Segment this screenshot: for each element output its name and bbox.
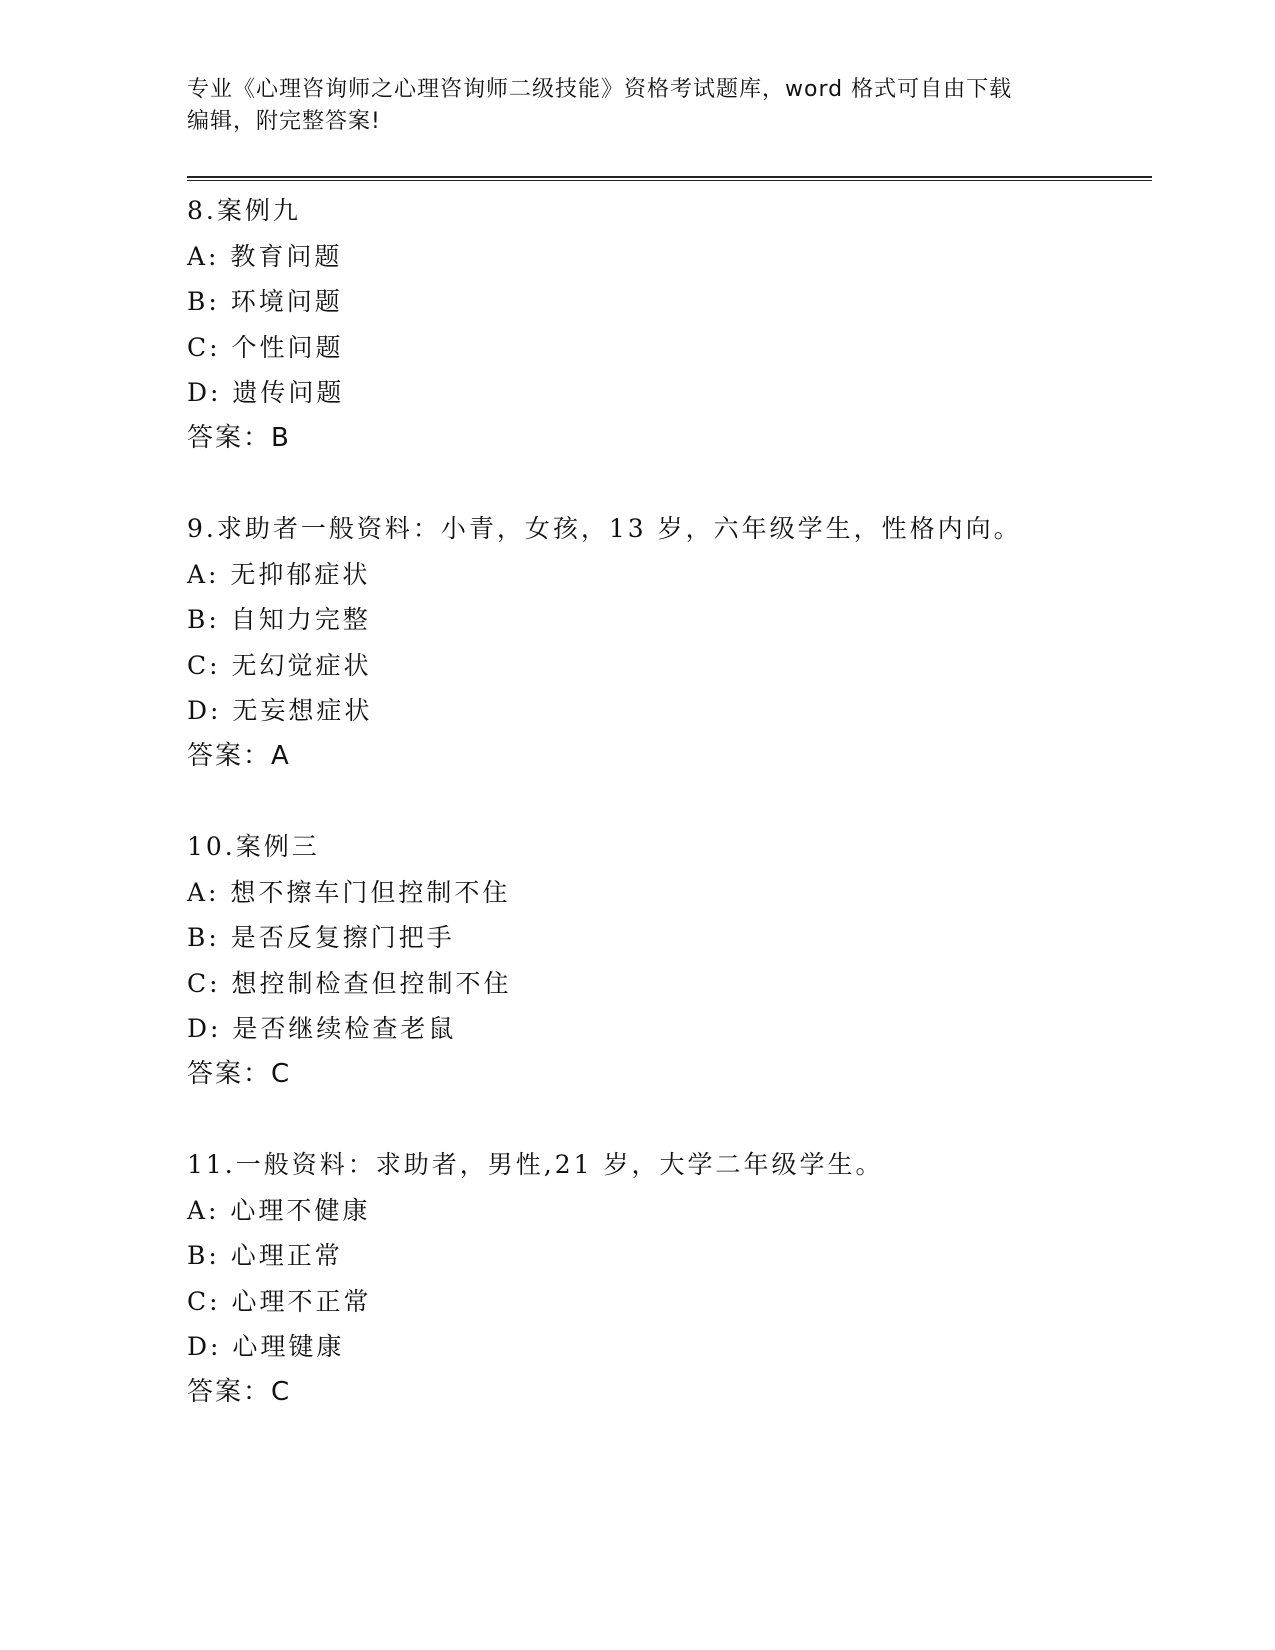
option-b: B: 是否反复擦门把手 [187,923,455,952]
option-d: D: 遗传问题 [187,378,345,407]
answer-label: 答案：B [187,422,291,453]
answer-label: 答案：A [187,740,291,771]
question-title: 9.求助者一般资料：小青，女孩，13 岁，六年级学生，性格内向。 [187,514,1022,543]
option-d: D: 心理键康 [187,1332,345,1361]
option-d: D: 是否继续检查老鼠 [187,1014,457,1043]
question-title: 10.案例三 [187,832,320,861]
option-c: C: 无幻觉症状 [187,650,372,680]
option-b: B: 心理正常 [187,1241,343,1270]
question-title: 11.一般资料：求助者，男性,21 岁，大学二年级学生。 [187,1150,884,1179]
question-10 [187,824,1087,1097]
option-a: A: 心理不健康 [187,1195,371,1225]
question-title: 8.案例九 [187,196,301,225]
header-divider [187,176,1152,181]
question-11 [187,1142,1087,1415]
option-a: A: 教育问题 [187,241,343,271]
answer-label: 答案：C [187,1058,292,1089]
question-8 [187,188,1087,461]
option-d: D: 无妄想症状 [187,696,373,725]
header-line-2: 编辑，附完整答案! [187,109,381,134]
option-c: C: 个性问题 [187,332,344,362]
question-9 [187,506,1087,779]
document-header [187,74,1067,138]
option-c: C: 想控制检查但控制不住 [187,968,512,998]
option-a: A: 想不擦车门但控制不住 [187,877,511,907]
answer-label: 答案：C [187,1376,292,1407]
option-c: C: 心理不正常 [187,1286,372,1316]
option-b: B: 自知力完整 [187,605,371,634]
option-a: A: 无抑郁症状 [187,559,371,589]
header-line-1: 专业《心理咨询师之心理咨询师二级技能》资格考试题库，word 格式可自由下载 [187,77,1013,102]
option-b: B: 环境问题 [187,287,343,316]
